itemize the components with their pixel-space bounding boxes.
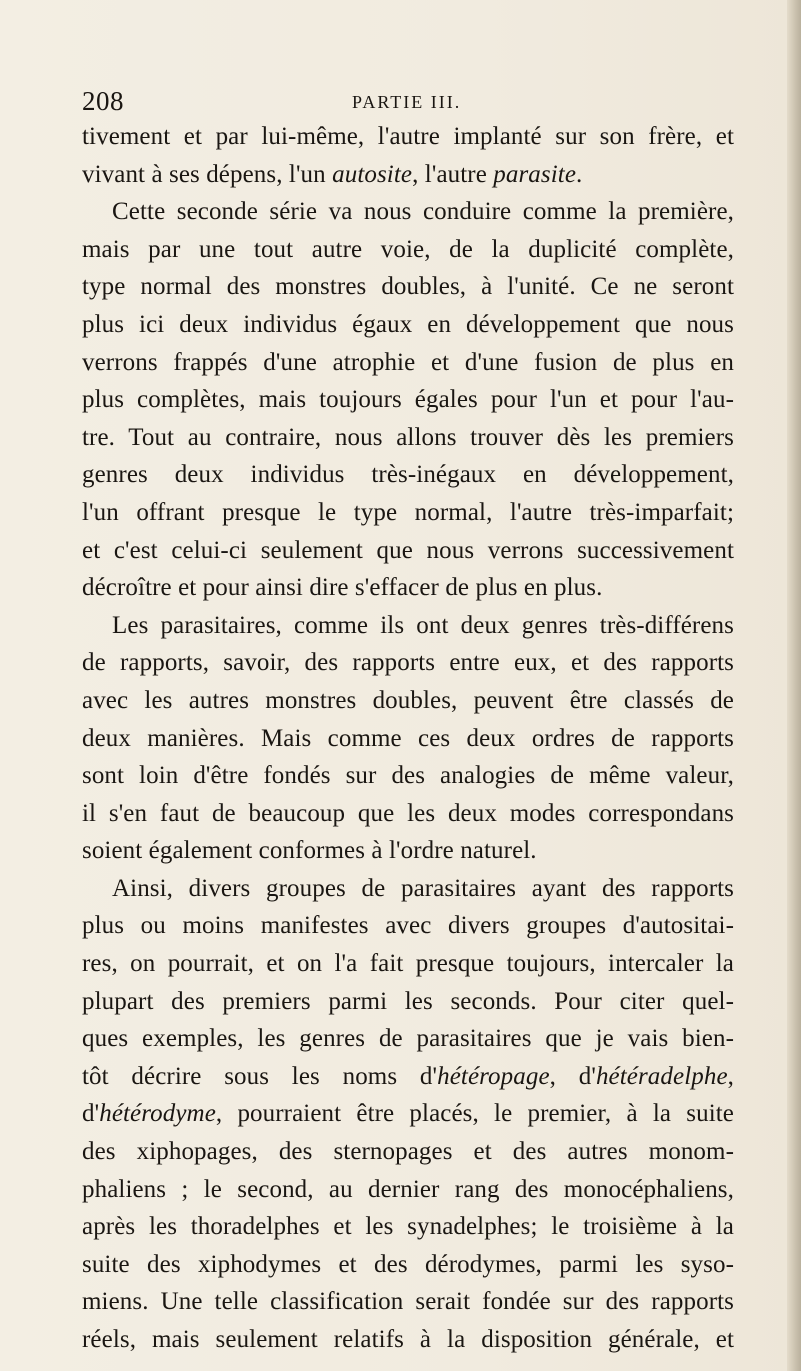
text-line: décroître et pour ainsi dire s'effacer de plus en plus. [82,574,603,602]
text-line: réels, mais seulement relatifs à la disposition générale, et [82,1326,734,1353]
text-line: miens. Une telle classification serait fondée sur des rapports [82,1288,734,1316]
text-line: d'hétérodyme, pourraient être placés, le premier, à la suite [82,1100,734,1128]
text-line: plus complètes, mais toujours égales pour l'un et pour l'au- [82,386,734,414]
text-line: genres deux individus très-inégaux en développement, [82,461,734,489]
page-binding-edge [787,0,801,1371]
text-line: tivement et par lui-même, l'autre implanté sur son frère, et [82,123,734,150]
text-line: et c'est celui-ci seulement que nous verrons successivement [82,536,734,564]
text-line: type normal des monstres doubles, à l'unité. Ce ne seront [82,273,734,301]
text-line: Ainsi, divers groupes de parasitaires ayant des rapports [112,874,734,902]
text-line: soient également conformes à l'ordre naturel. [82,837,537,865]
running-head [82,86,734,122]
text-line: vivant à ses dépens, l'un autosite, l'autre parasite. [82,160,583,188]
text-line: mais par une tout autre voie, de la duplicité complète, [82,235,734,263]
text-line: de rapports, savoir, des rapports entre eux, et des rapports [82,649,734,677]
body-text [82,118,734,1359]
text-line: phaliens ; le second, au dernier rang des monocéphaliens, [82,1175,734,1203]
text-line: ques exemples, les genres de parasitaires que je vais bien- [82,1025,734,1053]
page-number: 208 [82,86,124,116]
text-line: avec les autres monstres doubles, peuvent être classés de [82,686,734,714]
text-line: plus ou moins manifestes avec divers groupes d'autositai- [82,912,734,940]
section-title: PARTIE III. [352,92,462,112]
text-line: sont loin d'être fondés sur des analogies de même valeur, [82,762,734,790]
text-line: plus ici deux individus égaux en développement que nous [82,310,734,338]
text-line: tôt décrire sous les noms d'hétéropage, d'hétéradelphe, [82,1062,735,1090]
text-line: plupart des premiers parmi les seconds. Pour citer quel- [82,987,734,1015]
text-line: après les thoradelphes et les synadelphes; le troisième à la [82,1213,734,1241]
text-line: tre. Tout au contraire, nous allons trouver dès les premiers [82,423,734,451]
text-line: verrons frappés d'une atrophie et d'une fusion de plus en [82,348,734,376]
text-line: l'un offrant presque le type normal, l'autre très-imparfait; [82,498,734,526]
text-line: deux manières. Mais comme ces deux ordres de rapports [82,724,734,752]
text-line: suite des xiphodymes et des dérodymes, parmi les syso- [82,1250,734,1278]
text-line: res, on pourrait, et on l'a fait presque toujours, intercaler la [82,950,734,978]
text-line: Les parasitaires, comme ils ont deux genres très-différens [112,611,734,639]
text-line: Cette seconde série va nous conduire comme la première, [112,198,734,226]
text-line: il s'en faut de beaucoup que les deux modes correspondans [82,799,734,827]
text-line: des xiphopages, des sternopages et des autres monom- [82,1138,734,1166]
